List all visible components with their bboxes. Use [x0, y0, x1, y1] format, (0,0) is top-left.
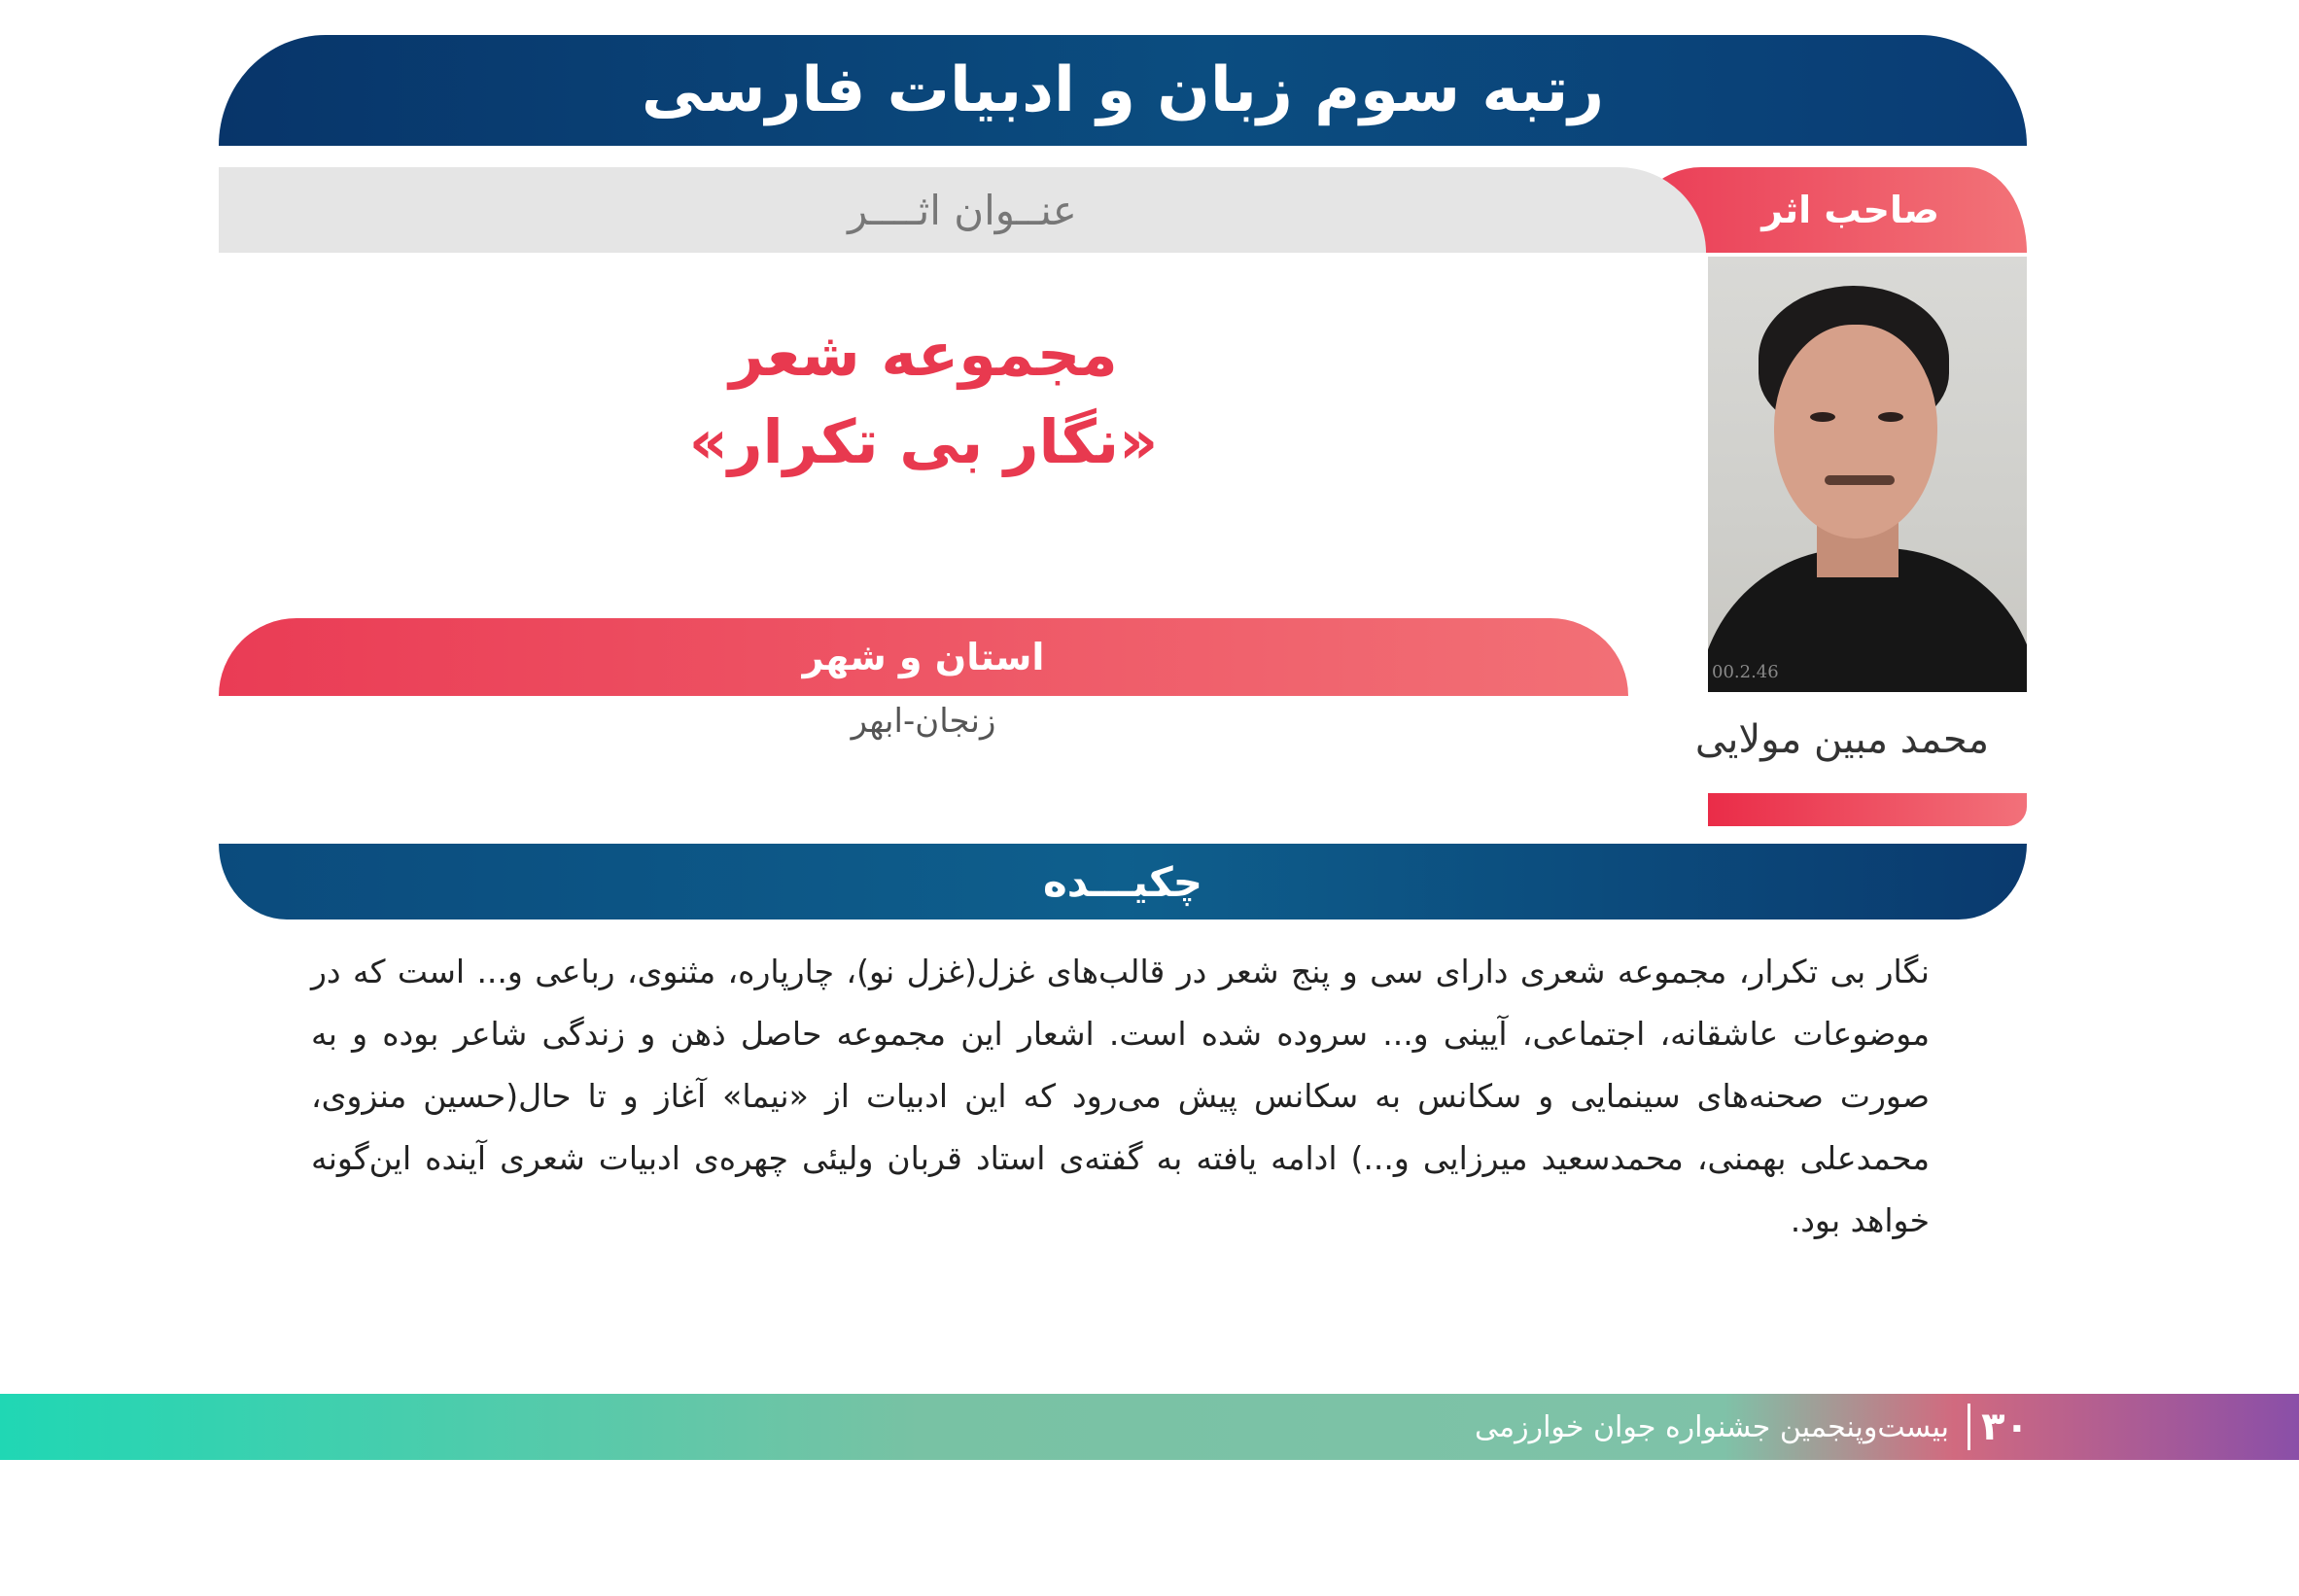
abstract-banner: [219, 844, 2027, 919]
work-title-line2: «نگار بی تکرار»: [688, 406, 1159, 477]
author-photo: [1708, 257, 2027, 692]
page-number: ۳۰: [1981, 1405, 2029, 1449]
rank-banner: [219, 35, 2027, 146]
location-value: زنجان-ابهر: [851, 702, 996, 741]
footer-bar: [0, 1394, 2299, 1460]
rank-title: رتبه سوم زبان و ادبیات فارسی: [641, 54, 1605, 126]
author-accent-bar: [1708, 793, 2027, 826]
location-tab: [219, 618, 1628, 696]
author-name: محمد مبین مولایی: [1694, 717, 1990, 762]
work-title-tab: [219, 167, 1706, 253]
abstract-text: نگار بی تکرار، مجموعه شعری دارای سی و پنج شعر در قالب‌های غزل(غزل نو)، چارپاره، مثنوی، رباعی و... است که در موضوعات عاشقانه، اجتماعی، آیینی و... سروده شده است. اشعار این مجموعه حاصل ذهن و زندگی شاعر بوده و به صورت صحنه‌های سینمایی و سکانس به سکانس پیش می‌رود که این ادبیات از «نیما» آغاز و تا حال(حسین منزوی، محمدعلی بهمنی، محمدسعید میرزایی و...) ادامه یافته به گفته‌ی استاد قربان ولیئی چهره‌ی ادبیات شعری آینده این‌گونه خواهد بود.: [311, 953, 1930, 1239]
work-title-line1: مجموعه شعر: [729, 319, 1118, 390]
photo-stamp: 00.2.46: [1712, 662, 1779, 682]
location-tab-label: استان و شهر: [802, 636, 1045, 678]
work-title-tab-label: عنــوان اثــــر: [848, 186, 1077, 234]
footer-divider: [1968, 1404, 1970, 1450]
abstract-title: چکیـــده: [1043, 857, 1202, 906]
author-tab-label: صاحب اثر: [1761, 189, 1939, 231]
work-title: [219, 311, 1628, 486]
footer-label: بیست‌وپنجمین جشنواره جوان خوارزمی: [1475, 1409, 1949, 1444]
